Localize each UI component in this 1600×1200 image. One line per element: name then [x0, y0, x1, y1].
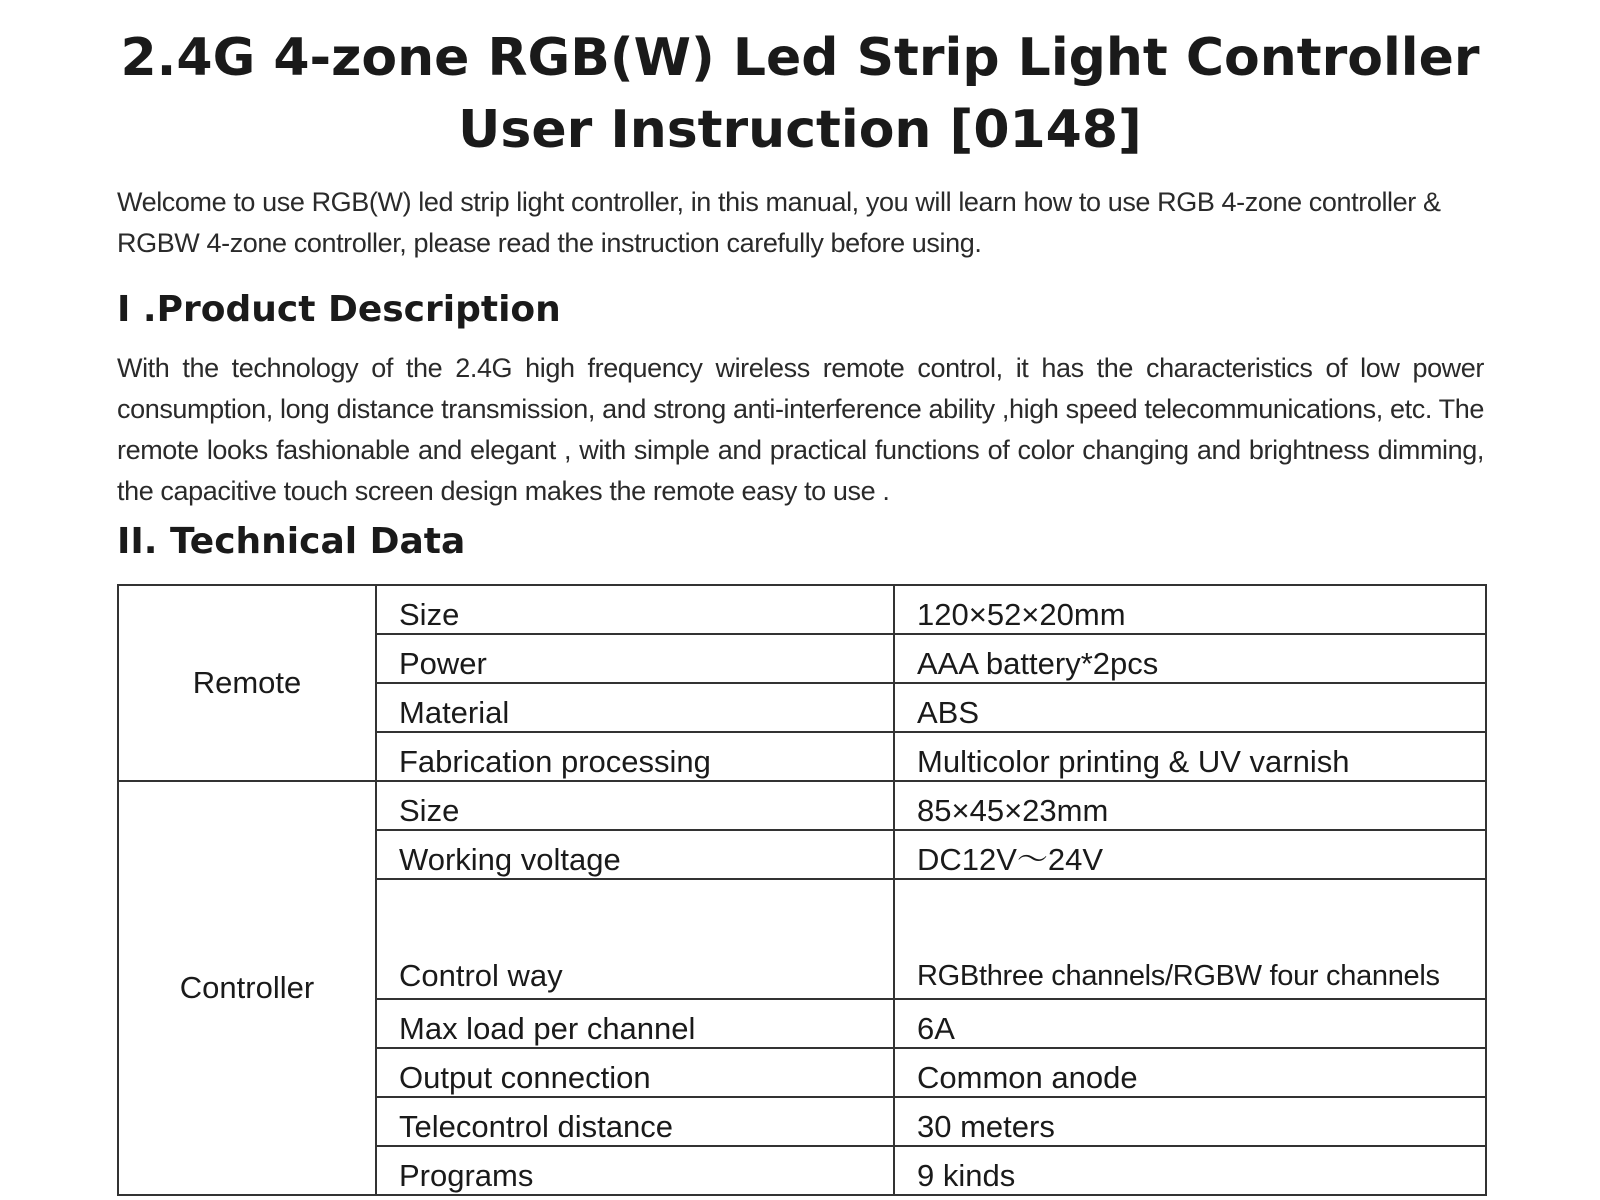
- param-cell: Programs: [376, 1146, 894, 1195]
- intro-paragraph: Welcome to use RGB(W) led strip light controller, in this manual, you will learn how to use RGB 4-zone controller & RGBW 4-zone controller, please read the instruction carefully before using.: [117, 187, 1441, 258]
- param-cell: Material: [376, 683, 894, 732]
- document-title-line-1: 2.4G 4-zone RGB(W) Led Strip Light Controller: [120, 28, 1480, 88]
- param-cell: Output connection: [376, 1048, 894, 1097]
- group-label-controller: Controller: [118, 781, 376, 1195]
- param-cell: Max load per channel: [376, 999, 894, 1048]
- param-cell: Control way: [376, 879, 894, 999]
- group-label-remote: Remote: [118, 585, 376, 781]
- param-cell: Telecontrol distance: [376, 1097, 894, 1146]
- param-cell: Size: [376, 781, 894, 830]
- param-cell: Fabrication processing: [376, 732, 894, 781]
- product-description-paragraph: With the technology of the 2.4G high frequency wireless remote control, it has the characteristics of low power consumption, long distance transmission, and strong anti-interference ability ,high speed telecommunications, etc. The remote looks fashionable and elegant , with simple and practical functions of color changing and brightness dimming, the capacitive touch screen design makes the remote easy to use .: [117, 353, 1484, 506]
- section-heading-product-description: I .Product Description: [117, 289, 561, 330]
- param-cell: Power: [376, 634, 894, 683]
- value-cell: 85×45×23mm: [894, 781, 1486, 830]
- value-cell: Common anode: [894, 1048, 1486, 1097]
- param-cell: Working voltage: [376, 830, 894, 879]
- value-cell: 6A: [894, 999, 1486, 1048]
- value-cell: 30 meters: [894, 1097, 1486, 1146]
- value-cell: 120×52×20mm: [894, 585, 1486, 634]
- value-cell: ABS: [894, 683, 1486, 732]
- document-title-line-2: User Instruction [0148]: [458, 100, 1142, 160]
- value-cell: DC12V～24V: [894, 830, 1486, 879]
- value-cell: RGBthree channels/RGBW four channels: [894, 879, 1486, 999]
- table-row: [118, 781, 1486, 830]
- section-heading-technical-data: II. Technical Data: [117, 521, 466, 562]
- table-row: [118, 585, 1486, 634]
- param-cell: Size: [376, 585, 894, 634]
- technical-data-table: [117, 584, 1487, 1196]
- value-cell: Multicolor printing & UV varnish: [894, 732, 1486, 781]
- value-cell: 9 kinds: [894, 1146, 1486, 1195]
- value-cell: AAA battery*2pcs: [894, 634, 1486, 683]
